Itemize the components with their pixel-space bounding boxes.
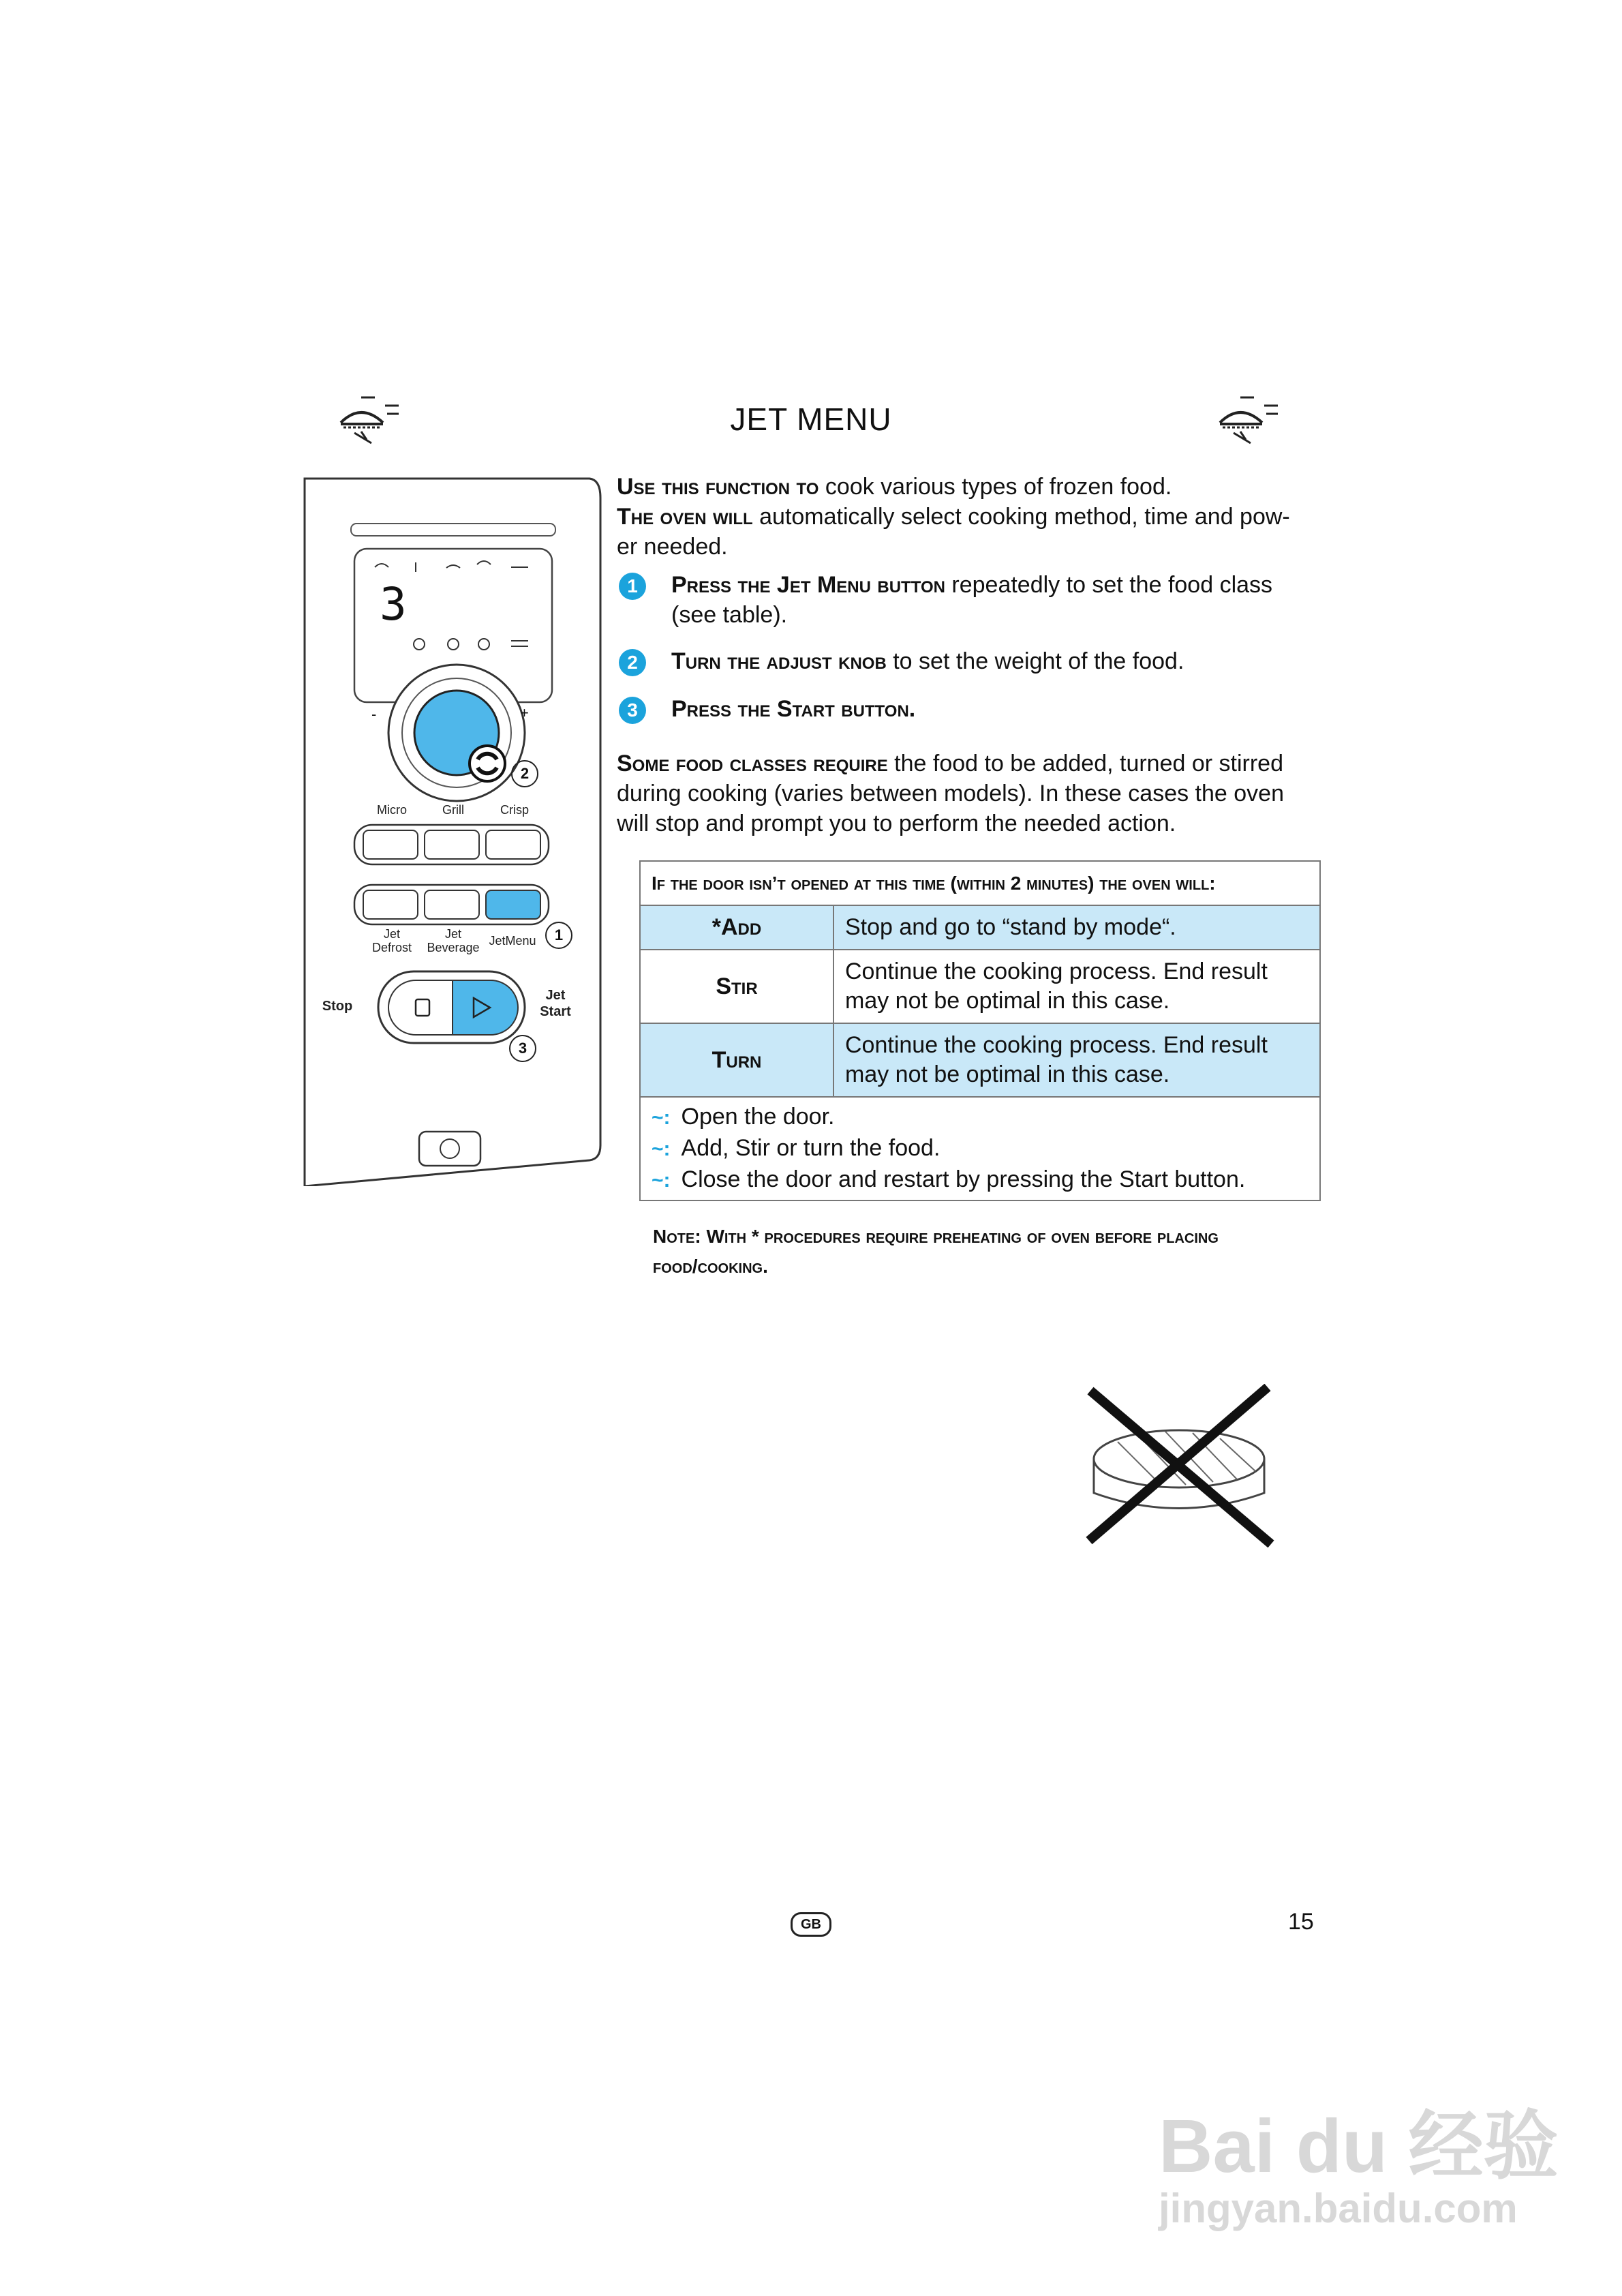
callout-knob: 2 <box>511 760 538 787</box>
baidu-watermark-brand: Bai du 经验 <box>1159 2104 1559 2188</box>
food-classes-lead: Some food classes require <box>617 751 888 776</box>
knob-plus-label: + <box>520 704 529 721</box>
intro-line-2-text: automatically select cooking method, time and pow-er needed. <box>617 504 1290 560</box>
intro-line-2-lead: The oven will <box>617 504 753 530</box>
label-jet-beverage: Jet Beverage <box>427 927 480 954</box>
table-row <box>640 905 1320 950</box>
preheat-note: Note: With * procedures require preheating of oven before placing food/cooking. <box>653 1226 1219 1277</box>
step-3-number: 3 <box>619 697 646 724</box>
table-header-row <box>640 861 1320 905</box>
table-bullets-cell <box>640 1097 1320 1200</box>
step-3-lead: Press the Start button. <box>671 696 916 722</box>
step-2-text-block <box>671 646 1312 676</box>
door-bullet-icon: ~: <box>652 1106 671 1129</box>
callout-start: 3 <box>509 1035 536 1062</box>
step-2-lead: Turn the adjust knob <box>671 648 887 674</box>
intro-line-1-lead: Use this function to <box>617 474 819 500</box>
food-classes-paragraph <box>617 749 1305 839</box>
row-text-stir: Continue the cooking process. End result may not be optimal in this case. <box>833 950 1320 1023</box>
knob-minus-label: - <box>371 706 377 723</box>
page-title: JET MENU <box>730 402 892 437</box>
no-rack-crossed-icon <box>1077 1384 1281 1547</box>
bullet-text-1: Open the door. <box>681 1104 835 1130</box>
jet-menu-icon-left <box>334 392 402 447</box>
row-label-add: *Add <box>640 905 833 950</box>
step-1-text-block <box>671 570 1312 630</box>
label-crisp: Crisp <box>500 803 529 817</box>
table-row <box>640 950 1320 1023</box>
callout-jetmenu: 1 <box>545 922 572 949</box>
step-2-text: to set the weight of the food. <box>893 648 1184 674</box>
step-3-text-block <box>671 694 1312 724</box>
display-digit: 3 <box>380 578 407 631</box>
jet-menu-icon-right <box>1213 392 1281 447</box>
list-item <box>652 1102 1309 1133</box>
step-1-lead: Press the Jet Menu button <box>671 572 945 598</box>
table-row <box>640 1023 1320 1097</box>
label-jet-start: Jet Start <box>540 988 571 1019</box>
country-badge: GB <box>791 1912 831 1937</box>
list-item <box>652 1164 1309 1196</box>
step-1-number: 1 <box>619 573 646 600</box>
row-text-turn: Continue the cooking process. End result may not be optimal in this case. <box>833 1023 1320 1097</box>
label-jet-defrost: Jet Defrost <box>371 927 412 954</box>
intro-line-1 <box>617 472 1298 502</box>
row-label-stir: Stir <box>640 950 833 1023</box>
intro-block <box>617 472 1298 562</box>
control-panel-illustration <box>303 477 603 1186</box>
table-bullets-row <box>640 1097 1320 1200</box>
bullet-text-3: Close the door and restart by pressing the Start button. <box>681 1166 1246 1192</box>
row-text-add: Stop and go to “stand by mode“. <box>833 905 1320 950</box>
intro-line-2 <box>617 502 1298 562</box>
label-grill: Grill <box>442 803 464 817</box>
table-header: If the door isn’t opened at this time (within 2 minutes) the oven will: <box>640 861 1320 905</box>
door-bullet-icon: ~: <box>652 1138 671 1160</box>
label-micro: Micro <box>377 803 407 817</box>
step-2-number: 2 <box>619 649 646 676</box>
label-stop: Stop <box>322 999 353 1014</box>
page-number: 15 <box>1288 1909 1314 1935</box>
row-label-turn: Turn <box>640 1023 833 1097</box>
door-action-table <box>639 860 1321 1201</box>
baidu-watermark-url: jingyan.baidu.com <box>1159 2186 1518 2231</box>
intro-line-1-text: cook various types of frozen food. <box>825 474 1172 500</box>
door-bullet-icon: ~: <box>652 1169 671 1192</box>
list-item <box>652 1133 1309 1164</box>
step-1-text: repeatedly to set the food class (see table). <box>671 572 1273 628</box>
label-jetmenu: JetMenu <box>489 934 536 948</box>
food-classes-text: the food to be added, turned or stirred during cooking (varies between models). In these cases the oven will stop and prompt you to perform the needed action. <box>617 751 1284 836</box>
bullet-text-2: Add, Stir or turn the food. <box>681 1135 940 1161</box>
